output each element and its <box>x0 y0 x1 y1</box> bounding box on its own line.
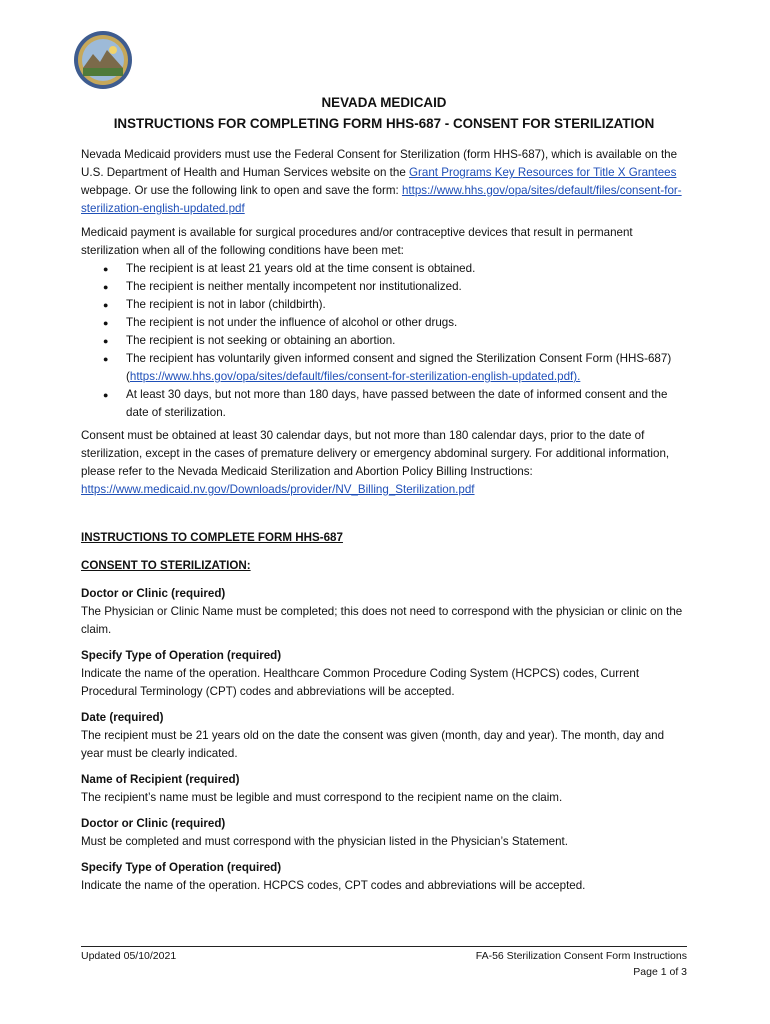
section-title: Doctor or Clinic (required) <box>81 587 226 600</box>
section-text: The Physician or Clinic Name must be completed; this does not need to correspond with the physician or clinic on the claim. <box>81 605 683 636</box>
section-text: The recipient must be 21 years old on the date the consent was given (month, day and year). The month, day and year must be clearly indicated. <box>81 729 665 760</box>
section-title: Date (required) <box>81 711 164 724</box>
section-title: Specify Type of Operation (required) <box>81 649 282 662</box>
section-title: Doctor or Clinic (required) <box>81 817 226 830</box>
instruction-section <box>81 585 687 895</box>
list-item: ● The recipient is not under the influence of alcohol or other drugs. <box>126 314 687 332</box>
instructions-heading: INSTRUCTIONS TO COMPLETE FORM HHS-687 <box>81 531 343 544</box>
section-text: Indicate the name of the operation. HCPCS codes, CPT codes and abbreviations will be accepted. <box>81 879 586 892</box>
page-footer <box>81 946 687 978</box>
form-download-link[interactable]: https://www.hhs.gov/opa/sites/default/files/consent-for-sterilization-english-updated.pdf <box>81 184 682 215</box>
document-body <box>81 92 687 903</box>
consent-paragraph: Consent must be obtained at least 30 calendar days, but not more than 180 calendar days, prior to the date of sterilization, except in the cases of premature delivery or emergency abdominal surgery. For additional information, please refer to the Nevada Medicaid Sterilization and Abortion Policy Billing Instructions: https://www.medicaid.nv.gov/Downloads/provider/NV_Billing_Sterilization.pdf <box>81 429 670 496</box>
list-item: ● The recipient is neither mentally incompetent nor institutionalized. <box>126 278 687 296</box>
nevada-state-seal-icon <box>73 30 133 90</box>
updated-date: Updated 05/10/2021 <box>81 950 177 962</box>
list-item: ● The recipient is not seeking or obtaining an abortion. <box>126 332 687 350</box>
page-subtitle: INSTRUCTIONS FOR COMPLETING FORM HHS-687 - CONSENT FOR STERILIZATION <box>113 116 655 131</box>
page-number: Page 1 of 3 <box>633 966 687 978</box>
section-text: Must be completed and must correspond with the physician listed in the Physician’s Statement. <box>81 835 568 848</box>
section-text: The recipient’s name must be legible and must correspond to the recipient name on the claim. <box>81 791 563 804</box>
footer-divider <box>81 946 687 947</box>
page-title: NEVADA MEDICAID <box>321 95 447 110</box>
form-name: FA-56 Sterilization Consent Form Instructions <box>475 950 687 962</box>
payment-paragraph: Medicaid payment is available for surgical procedures and/or contraceptive devices that result in permanent sterilization when all of the following conditions have been met: <box>81 226 633 257</box>
list-item: ● The recipient is not in labor (childbirth). <box>126 296 687 314</box>
consent-form-link[interactable]: https://www.hhs.gov/opa/sites/default/files/consent-for-sterilization-english-updated.pdf). <box>129 370 581 383</box>
conditions-list <box>81 260 687 422</box>
section-title: Name of Recipient (required) <box>81 773 240 786</box>
list-item: ● The recipient is at least 21 years old at the time consent is obtained. <box>126 260 687 278</box>
intro-paragraph: Nevada Medicaid providers must use the Federal Consent for Sterilization (form HHS-687), which is available on the U.S. Department of Health and Human Services website on the Grant Programs Key Resources for Title X Grantees webpage. Or use the following link to open and save the form: https://www.hhs.gov/opa/sites/default/files/consent-for-sterilization-english-updated.pdf <box>81 148 682 215</box>
billing-instructions-link[interactable]: https://www.medicaid.nv.gov/Downloads/provider/NV_Billing_Sterilization.pdf <box>81 483 475 496</box>
list-item: ● At least 30 days, but not more than 180 days, have passed between the date of informed consent and the date of sterilization. <box>126 386 687 422</box>
footer-right <box>476 948 687 980</box>
section-title: Specify Type of Operation (required) <box>81 861 282 874</box>
list-item: ● The recipient has voluntarily given informed consent and signed the Sterilization Consent Form (HHS-687) (https://www.hhs.gov/opa/sites/default/files/consent-for-sterilization-english-updated.pdf). <box>126 350 687 386</box>
consent-subheading: CONSENT TO STERILIZATION: <box>81 559 251 572</box>
section-text: Indicate the name of the operation. Healthcare Common Procedure Coding System (HCPCS) codes, Current Procedural Terminology (CPT) codes and abbreviations will be accepted. <box>81 667 640 698</box>
grant-programs-link[interactable]: Grant Programs Key Resources for Title X Grantees <box>409 166 677 179</box>
